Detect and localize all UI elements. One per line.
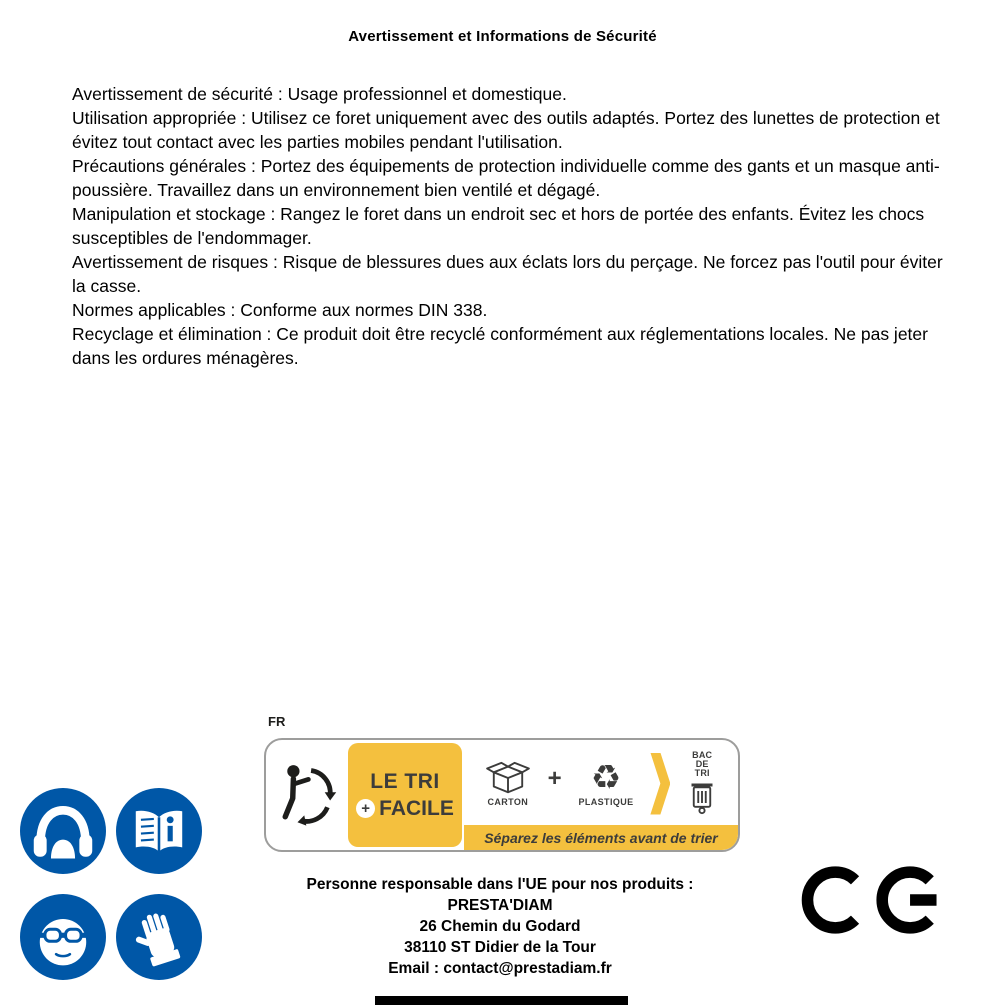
facile-line (356, 797, 454, 821)
le-tri-text: LE TRI (370, 769, 440, 793)
fr-country-code: FR (268, 714, 286, 729)
trash-bin-icon (687, 778, 717, 816)
tri-items-row (464, 740, 738, 825)
tri-right-area (464, 740, 738, 850)
bin-label-line1: BAC (692, 750, 713, 760)
tri-facile-recycling-label (264, 738, 740, 852)
paragraph-handling-storage: Manipulation et stockage : Rangez le foret dans un endroit sec et hors de portée des enfants. Évitez les chocs susceptibles de l'endommager. (72, 204, 925, 248)
ear-protection-icon (20, 788, 106, 874)
safety-paragraphs (72, 82, 950, 370)
company-name: PRESTA'DIAM (447, 897, 553, 914)
le-tri-facile-badge (348, 743, 462, 847)
recycling-symbol-icon: ♻ (590, 758, 622, 798)
paragraph-risk-warning: Avertissement de risques : Risque de blessures dues aux éclats lors du perçage. Ne forcez pas l'outil pour éviter la casse. (72, 252, 943, 296)
bin-label (692, 751, 712, 778)
paragraph-security-warning: Avertissement de sécurité : Usage professionnel et domestique. (72, 84, 567, 104)
bin-label-line3: TRI (694, 768, 710, 778)
contact-email: Email : contact@prestadiam.fr (388, 960, 612, 977)
carton-label: CARTON (487, 797, 529, 807)
paragraph-recycling: Recyclage et élimination : Ce produit doit être recyclé conformément aux réglementations locales. Ne pas jeter dans les ordures ménagères. (72, 324, 928, 368)
paragraph-standards: Normes applicables : Conforme aux normes DIN 338. (72, 300, 488, 320)
arrow-right-shape (650, 753, 670, 815)
paragraph-proper-use: Utilisation appropriée : Utilisez ce foret uniquement avec des outils adaptés. Portez des lunettes de protection et évitez tout contact avec les parties mobiles pendant l'utilisation. (72, 108, 940, 152)
carton-box-icon (485, 760, 531, 796)
plastique-label: PLASTIQUE (578, 797, 634, 807)
sorting-bin-item (687, 751, 717, 816)
tri-tagline: Séparez les éléments avant de trier (464, 825, 738, 850)
hand-protection-icon (116, 894, 202, 980)
ce-marking-icon (798, 850, 944, 950)
carton-item (485, 760, 531, 807)
responsible-person-block (250, 874, 750, 979)
address-line2: 38110 ST Didier de la Tour (404, 939, 596, 956)
facile-text: FACILE (379, 796, 454, 820)
triman-logo-icon (266, 740, 348, 850)
address-line1: 26 Chemin du Godard (419, 918, 581, 935)
eye-protection-icon (20, 894, 106, 980)
read-manual-icon (116, 788, 202, 874)
page-title: Avertissement et Informations de Sécurité (348, 28, 657, 45)
paragraph-general-precautions: Précautions générales : Portez des équipements de protection individuelle comme des gants et un masque anti-poussière. Travaillez dans un environnement bien ventilé et dégagé. (72, 156, 940, 200)
plus-circle-icon: + (356, 799, 375, 818)
barcode-fragment (375, 996, 628, 1005)
plus-separator: + (547, 764, 562, 792)
bin-label-line2: DE (695, 759, 709, 769)
responsible-intro: Personne responsable dans l'UE pour nos produits : (306, 876, 694, 893)
mandatory-safety-icons (20, 788, 202, 980)
plastique-item (578, 760, 633, 807)
